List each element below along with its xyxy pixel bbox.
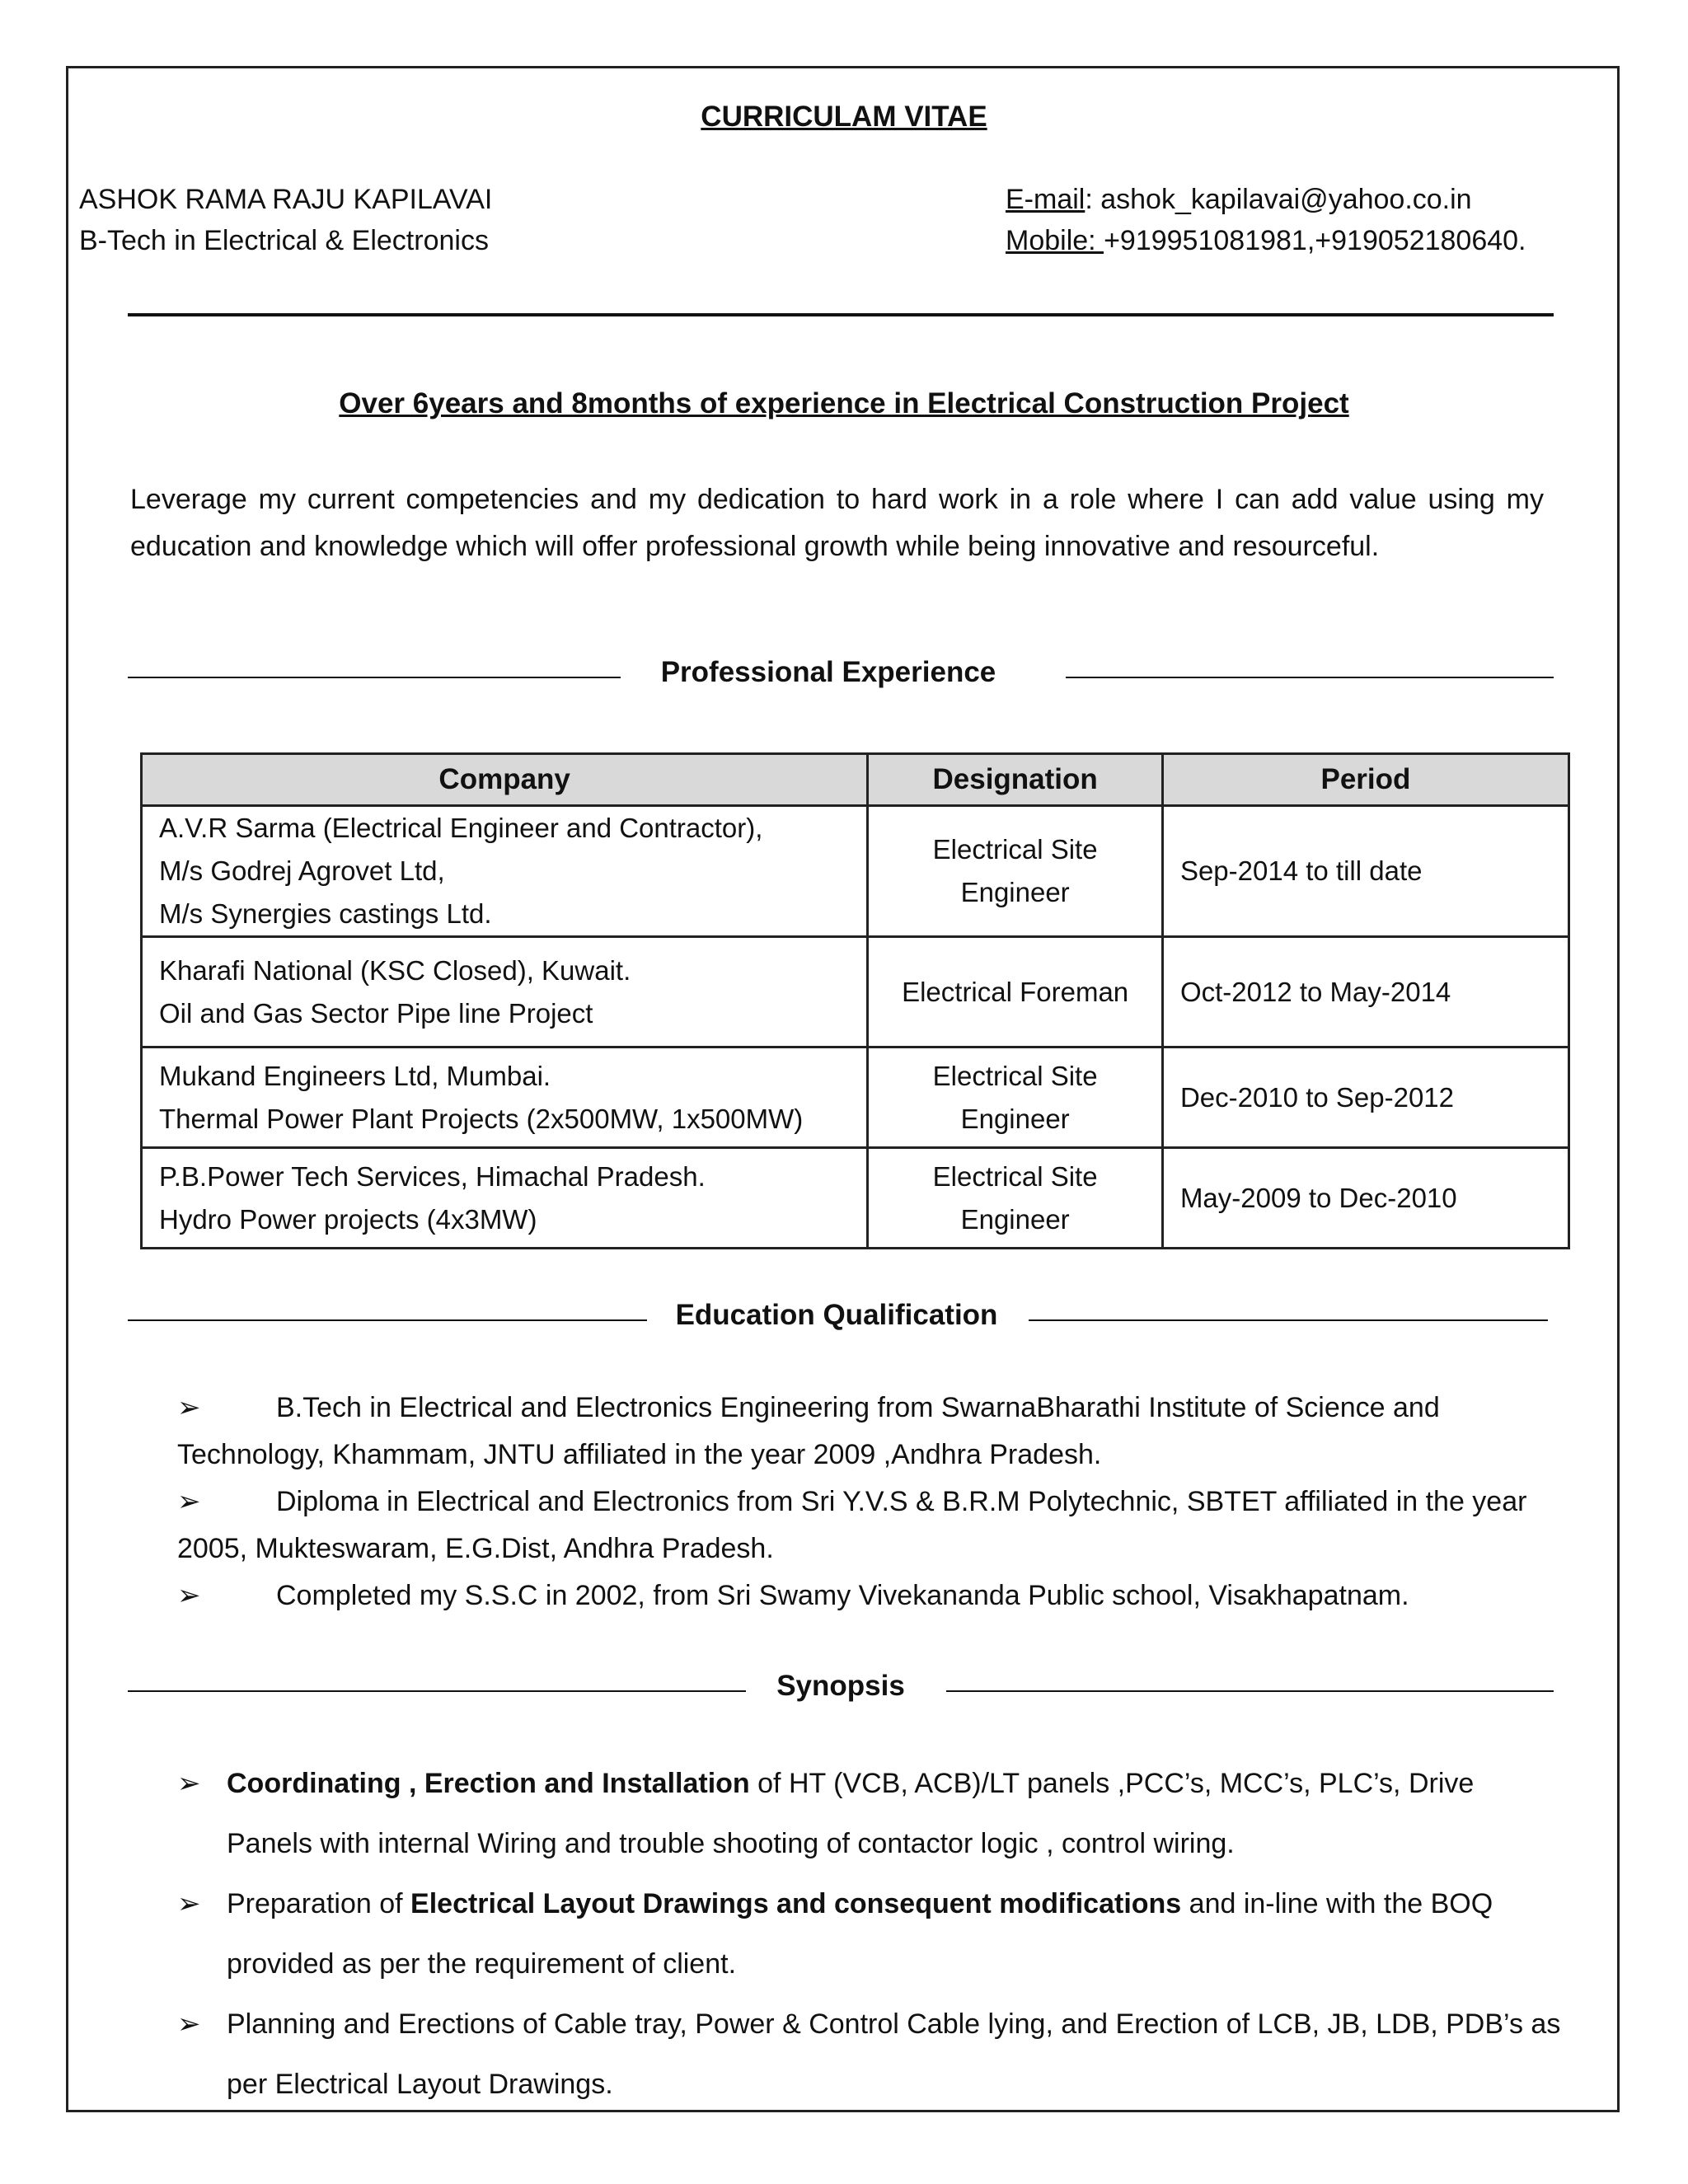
designation-line: Electrical Site [932, 1160, 1098, 1192]
document-title: CURRICULAM VITAE [701, 101, 987, 133]
list-item [177, 1385, 1554, 1479]
company-line: Kharafi National (KSC Closed), Kuwait. [159, 954, 631, 986]
section-rule-right [1066, 677, 1554, 678]
table-row [142, 937, 1569, 1047]
designation-line: Engineer [960, 1103, 1070, 1134]
section-rule-left [128, 1319, 647, 1321]
mobile-line [1006, 224, 1526, 258]
synopsis-heading: Synopsis [776, 1670, 905, 1702]
education-item-text: B.Tech in Electrical and Electronics Engineering from SwarnaBharathi Institute of Science and Technology, Khammam, JNTU affiliated in the year 2009 ,Andhra Pradesh. [177, 1392, 1440, 1470]
list-item [177, 1994, 1562, 2115]
designation-cell [868, 937, 1163, 1047]
education-heading: Education Qualification [675, 1299, 998, 1331]
list-item [177, 1479, 1554, 1572]
synopsis-bold-text: Electrical Layout Drawings and consequent modifications [410, 1888, 1182, 1919]
company-cell [142, 1047, 868, 1148]
synopsis-bold-text: Coordinating , Erection and Installation [227, 1768, 750, 1799]
email-value[interactable]: ashok_kapilavai@yahoo.co.in [1092, 184, 1472, 215]
header-divider [128, 313, 1554, 316]
table-row [142, 1148, 1569, 1249]
synopsis-list [177, 1754, 1562, 2115]
objective-paragraph: Leverage my current competencies and my dedication to hard work in a role where I can add value using my education and knowledge which will offer professional growth while being innovative and resourceful. [130, 484, 1544, 562]
company-line: A.V.R Sarma (Electrical Engineer and Contractor), [159, 813, 763, 843]
column-header-period: Period [1162, 754, 1568, 806]
arrow-bullet-icon: ➢ [177, 1392, 201, 1423]
company-line: Mukand Engineers Ltd, Mumbai. [159, 1060, 551, 1091]
company-cell [142, 937, 868, 1047]
list-item [177, 1572, 1554, 1619]
list-item [177, 1874, 1562, 1994]
company-line: Hydro Power projects (4x3MW) [159, 1203, 537, 1235]
mobile-label: Mobile: [1006, 225, 1104, 256]
professional-experience-heading: Professional Experience [660, 656, 996, 688]
table-header-row [142, 754, 1569, 806]
arrow-bullet-icon: ➢ [177, 2008, 201, 2040]
period-cell: Dec-2010 to Sep-2012 [1162, 1047, 1568, 1148]
designation-cell [868, 1148, 1163, 1249]
company-line: Thermal Power Plant Projects (2x500MW, 1x500MW) [159, 1103, 804, 1134]
email-label: E-mail [1006, 184, 1085, 215]
section-rule-left [128, 1690, 746, 1692]
column-header-designation: Designation [868, 754, 1163, 806]
column-header-company: Company [142, 754, 868, 806]
email-line [1006, 183, 1472, 217]
arrow-bullet-icon: ➢ [177, 1768, 201, 1799]
experience-headline: Over 6years and 8months of experience in Electrical Construction Project [339, 387, 1349, 419]
synopsis-item-text: Planning and Erections of Cable tray, Power & Control Cable lying, and Erection of LCB, JB, LDB, PDB’s as per Electrical Layout Drawings. [227, 2008, 1561, 2100]
period-cell: Oct-2012 to May-2014 [1162, 937, 1568, 1047]
company-cell [142, 1148, 868, 1249]
company-line: M/s Synergies castings Ltd. [159, 898, 492, 929]
candidate-name: ASHOK RAMA RAJU KAPILAVAI [79, 184, 493, 215]
designation-line: Engineer [960, 1203, 1070, 1235]
designation-cell [868, 806, 1163, 937]
company-line: Oil and Gas Sector Pipe line Project [159, 997, 593, 1029]
company-line: P.B.Power Tech Services, Himachal Pradesh. [159, 1160, 706, 1192]
section-rule-right [1029, 1319, 1548, 1321]
designation-line: Electrical Foreman [902, 976, 1129, 1007]
education-list [177, 1385, 1554, 1619]
designation-line: Electrical Site [932, 1060, 1098, 1091]
table-row [142, 806, 1569, 937]
company-cell [142, 806, 868, 937]
experience-table [140, 752, 1570, 1249]
section-rule-left [128, 677, 621, 678]
section-rule-right [946, 1690, 1554, 1692]
email-separator: : [1085, 184, 1093, 215]
arrow-bullet-icon: ➢ [177, 1486, 201, 1517]
synopsis-item-text: and in-line with the BOQ provided as per the requirement of client. [227, 1888, 1493, 1980]
period-cell: Sep-2014 to till date [1162, 806, 1568, 937]
education-item-text: Diploma in Electrical and Electronics from Sri Y.V.S & B.R.M Polytechnic, SBTET affiliated in the year 2005, Mukteswaram, E.G.Dist, Andhra Pradesh. [177, 1486, 1527, 1564]
candidate-degree: B-Tech in Electrical & Electronics [79, 225, 489, 256]
table-row [142, 1047, 1569, 1148]
education-item-text: Completed my S.S.C in 2002, from Sri Swamy Vivekananda Public school, Visakhapatnam. [276, 1580, 1409, 1611]
synopsis-item-text: of HT (VCB, ACB)/LT panels ,PCC’s, MCC’s, PLC’s, Drive Panels with internal Wiring and trouble shooting of contactor logic , control wiring. [227, 1768, 1475, 1859]
company-line: M/s Godrej Agrovet Ltd, [159, 855, 445, 886]
designation-line: Electrical Site [932, 834, 1098, 865]
period-cell: May-2009 to Dec-2010 [1162, 1148, 1568, 1249]
list-item [177, 1754, 1562, 1874]
mobile-value: +919951081981,+919052180640. [1104, 225, 1526, 256]
arrow-bullet-icon: ➢ [177, 1888, 201, 1919]
designation-cell [868, 1047, 1163, 1148]
synopsis-item-text: Preparation of [227, 1888, 411, 1919]
designation-line: Engineer [960, 877, 1070, 907]
arrow-bullet-icon: ➢ [177, 1580, 201, 1611]
